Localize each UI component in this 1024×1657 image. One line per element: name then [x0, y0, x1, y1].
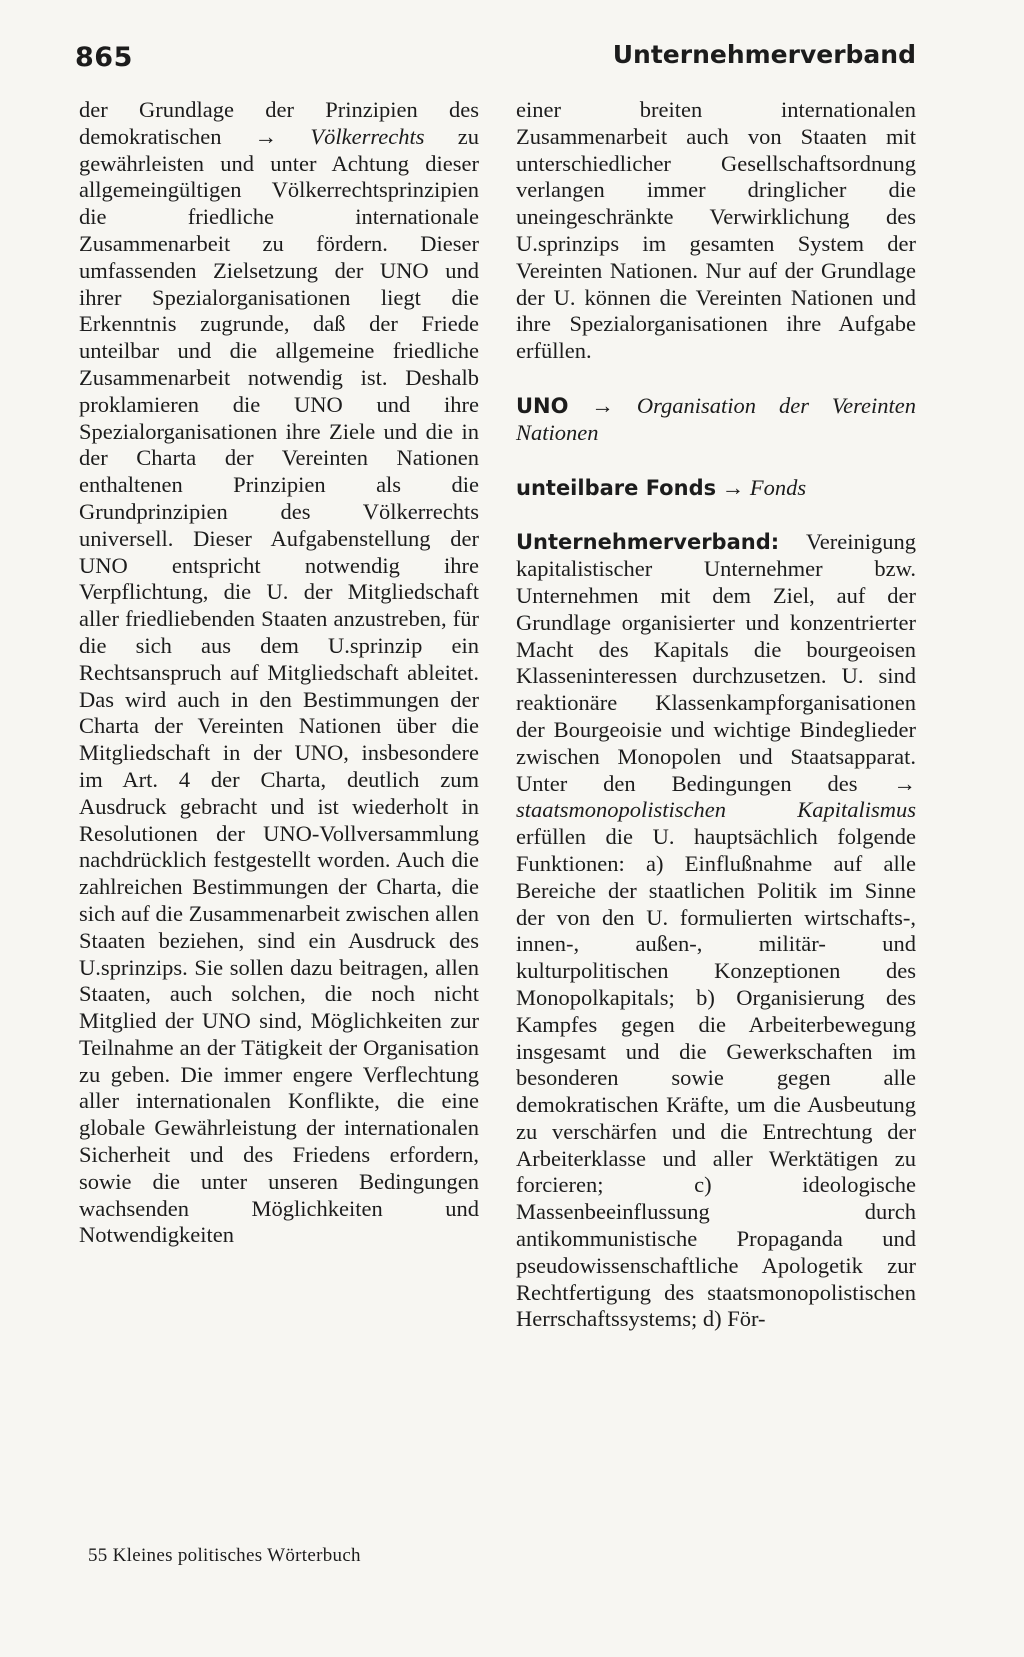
- cross-reference-arrow: →: [721, 474, 745, 500]
- footer-signature: 55 Kleines politisches Wörterbuch: [88, 1545, 361, 1566]
- left-column: [79, 97, 479, 1249]
- left-text-a: der Grundlage der Prinzipien des demokratischen: [79, 97, 479, 149]
- page-number: 865: [75, 42, 133, 73]
- cross-reference-link[interactable]: Völkerrechts: [310, 123, 425, 149]
- cross-reference-link[interactable]: Organisation der Vereinten Nationen: [516, 392, 917, 445]
- cross-reference-arrow: →: [893, 770, 916, 796]
- headword: Unternehmerverband:: [516, 530, 780, 555]
- cross-reference-arrow: →: [254, 123, 278, 149]
- entry-unteilbare-fonds: [516, 475, 916, 502]
- left-text-b: zu gewährleisten und unter Achtung dieser allgemeingültigen Völkerrechtsprinzipien die friedliche internationale Zusammenarbeit zu fördern. Dieser umfassenden Zielsetzung der UNO und ihrer Spezialorganisationen liegt die Erkenntnis zugrunde, daß der Friede unteilbar und die allgemeine friedliche Zusammenarbeit notwendig ist. Deshalb proklamieren die UNO und ihre Spezialorganisationen ihre Ziele und die in der Charta der Vereinten Nationen enthaltenen Prinzipien als die Grundprinzipien des Völkerrechts universell. Dieser Aufgabenstellung der UNO entspricht notwendig ihre Verpflichtung, die U. der Mitgliedschaft aller friedliebenden Staaten anzustreben, für die sich aus dem U.sprinzip ein Rechtsanspruch auf Mitgliedschaft ableitet. Das wird auch in den Bestimmungen der Charta der Vereinten Nationen über die Mitgliedschaft in der UNO, insbesondere im Art. 4 der Charta, deutlich zum Ausdruck gebracht und ist wiederholt in Resolutionen der UNO-Vollversammlung nachdrücklich festgestellt worden. Auch die zahlreichen Bestimmungen der Charta, die sich auf die Zusammenarbeit zwischen allen Staaten beziehen, sind ein Ausdruck des U.sprinzips. Sie sollen dazu beitragen, allen Staaten, auch solchen, die noch nicht Mitglied der UNO sind, Möglichkeiten zur Teilnahme an der Tätigkeit der Organisation zu geben. Die immer engere Verflechtung aller internationalen Konflikte, die eine globale Gewährleistung der internationalen Sicherheit und des Friedens erfordern, sowie die unter unseren Bedingungen wachsenden Möglichkeiten und Notwendigkeiten: [79, 123, 479, 1248]
- entry-unternehmerverband: [516, 529, 916, 1333]
- cross-reference-link[interactable]: staatsmonopolistischen Kapitalismus: [516, 797, 916, 823]
- headword: UNO: [516, 393, 569, 418]
- right-column: [516, 97, 916, 1333]
- entry-text-a: Vereinigung kapitalistischer Unternehmer bzw. Unternehmen mit dem Ziel, auf der Grundlage organisierter und konzentrierter Macht des Kapitals die bourgeoisen Klasseninteressen durchzusetzen. U. sind reaktionäre Klassenkampforganisationen der Bourgeoisie und wichtige Bindeglieder zwischen Monopolen und Staatsapparat. Unter den Bedingungen des: [516, 529, 916, 796]
- continuation-paragraph: einer breiten internationalen Zusammenarbeit auch von Staaten mit unterschiedlicher Gesellschaftsordnung verlangen immer dringlicher die uneingeschränkte Verwirklichung des U.sprinzips im gesamten System der Vereinten Nationen. Nur auf der Grundlage der U. können die Vereinten Nationen und ihre Spezialorganisationen ihre Aufgabe erfüllen.: [516, 97, 916, 364]
- entry-text-b: erfüllen die U. hauptsächlich folgende Funktionen: a) Einflußnahme auf alle Bereiche der staatlichen Politik im Sinne der von den U. formulierten wirtschafts-, innen-, außen-, militär- und kulturpolitischen Konzeptionen des Monopolkapitals; b) Organisierung des Kampfes gegen die Arbeiterbewegung insgesamt und die Gewerkschaften im besonderen sowie gegen alle demokratischen Kräfte, um die Ausbeutung zu verschärfen und die Entrechtung der Arbeiterklasse und aller Werktätigen zu forcieren; c) ideologische Massenbeeinflussung durch antikommunistische Propaganda und pseudowissenschaftliche Apologetik zur Rechtfertigung des staatsmonopolistischen Herrschaftssystems; d) För-: [516, 824, 916, 1332]
- left-paragraph: [79, 97, 479, 1249]
- cross-reference-link[interactable]: Fonds: [749, 474, 807, 500]
- headword: unteilbare Fonds: [516, 475, 717, 500]
- cross-reference-arrow: →: [591, 392, 614, 418]
- entry-uno: [516, 393, 916, 447]
- running-head: Unternehmerverband: [612, 40, 916, 69]
